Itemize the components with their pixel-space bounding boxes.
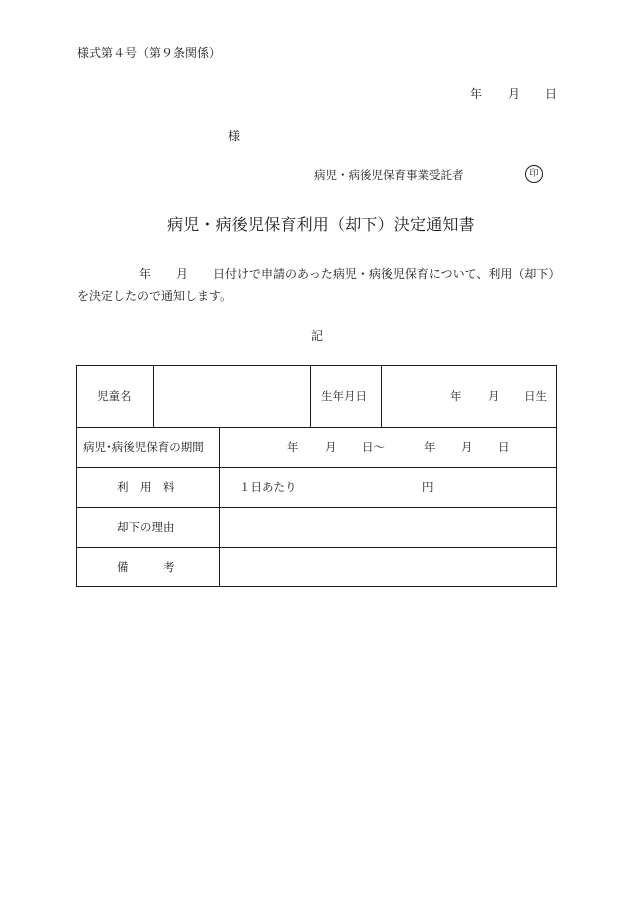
body-text-rest: 日付けで申請のあった病児・病後児保育について、利用（却下） (213, 267, 561, 281)
row-divider (77, 507, 556, 508)
period-from-year: 年 (287, 440, 299, 454)
row-divider (77, 547, 556, 548)
child-name-label: 児童名 (97, 389, 132, 403)
remarks-label: 備 考 (117, 560, 175, 574)
period-to-year: 年 (424, 440, 436, 454)
body-month: 月 (176, 267, 189, 281)
period-label: 病児･病後児保育の期間 (83, 440, 204, 454)
row-divider (77, 427, 556, 428)
body-year: 年 (139, 267, 152, 281)
form-number: 様式第４号（第９条関係） (77, 46, 222, 60)
col-divider (153, 366, 154, 427)
body-text-line-2: を決定したので通知します。 (77, 289, 233, 303)
col-divider (381, 366, 382, 427)
birthdate-label: 生年月日 (321, 389, 367, 403)
period-to-day: 日 (498, 440, 510, 454)
row-divider (77, 467, 556, 468)
birth-year: 年 (450, 389, 462, 403)
fee-per-day: １日あたり (239, 480, 297, 494)
fee-unit: 円 (422, 480, 434, 494)
addressee-suffix: 様 (228, 129, 241, 143)
period-to-month: 月 (461, 440, 473, 454)
seal-icon: 印 (525, 165, 543, 183)
period-from-month: 月 (325, 440, 337, 454)
col-divider (310, 366, 311, 427)
fee-label: 利 用 料 (117, 480, 175, 494)
birth-day: 日生 (524, 389, 547, 403)
decision-table (76, 365, 557, 587)
rejection-reason-label: 却下の理由 (117, 520, 175, 534)
document-title: 病児・病後児保育利用（却下）決定通知書 (167, 215, 475, 234)
period-from-day: 日～ (362, 440, 385, 454)
date-day: 日 (545, 87, 558, 101)
birth-month: 月 (488, 389, 500, 403)
date-year: 年 (470, 87, 483, 101)
ki-heading: 記 (311, 329, 324, 343)
date-month: 月 (508, 87, 521, 101)
col-divider (219, 427, 220, 587)
issuer-name: 病児・病後児保育事業受託者 (314, 168, 464, 182)
